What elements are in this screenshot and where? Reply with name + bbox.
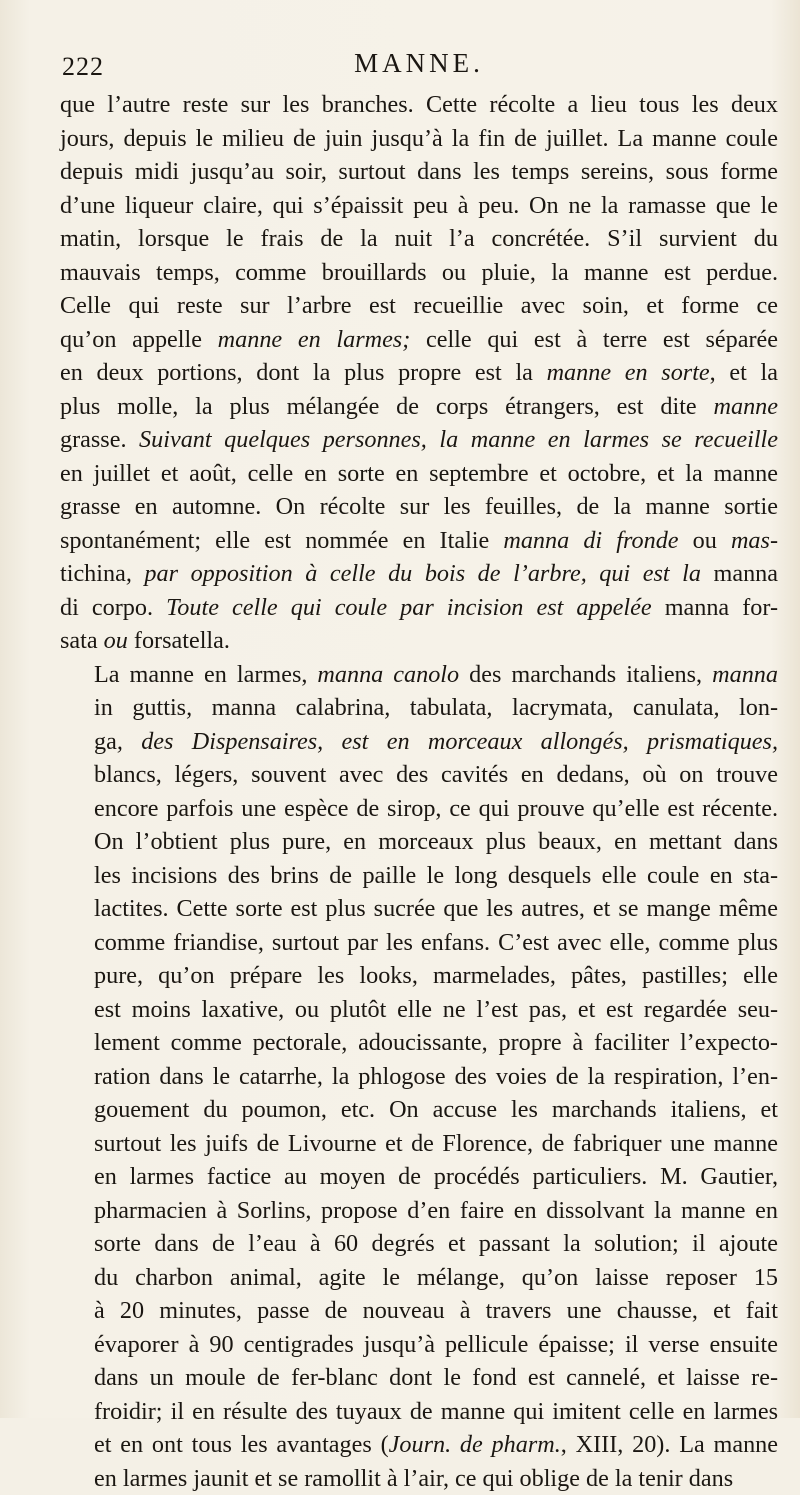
text-run: jours, depuis le milieu de juin jusqu’à la fin de juillet. La manne coule xyxy=(60,125,778,152)
text-line xyxy=(60,1160,778,1194)
text-line xyxy=(60,792,778,826)
text-run: manna calabrina xyxy=(212,694,385,721)
text-run: surtout les juifs de Livourne et de Florence, de fabriquer une manne xyxy=(94,1130,778,1157)
text-line xyxy=(60,1093,778,1127)
text-line xyxy=(60,557,778,591)
italic-term: manne xyxy=(714,393,778,420)
text-line xyxy=(60,1328,778,1362)
text-run: La manne en larmes, xyxy=(94,661,317,688)
italic-term: , par opposition à celle du bois de l’arbre, qui est la xyxy=(126,560,714,587)
paragraph-2 xyxy=(60,658,778,1495)
text-line xyxy=(60,155,778,189)
text-line xyxy=(60,1261,778,1295)
text-line xyxy=(60,624,778,658)
text-line xyxy=(60,1361,778,1395)
text-line xyxy=(60,859,778,893)
text-run: di corpo. xyxy=(60,594,153,621)
italic-term: , xyxy=(607,694,633,721)
text-run: ration dans le catarrhe, la phlogose des voies de la respiration, l’en- xyxy=(94,1063,778,1090)
text-line xyxy=(60,725,778,759)
italic-term: manna di fronde xyxy=(503,527,678,554)
text-run: comme friandise, surtout par les enfans. C’est avec elle, comme plus xyxy=(94,929,778,956)
italic-term: ou xyxy=(98,627,134,654)
text-run: grasse. xyxy=(60,426,127,453)
text-run: que l’autre reste sur les branches. Cette récolte a lieu tous les deux xyxy=(60,91,778,118)
text-line xyxy=(60,1060,778,1094)
text-line xyxy=(60,88,778,122)
text-run: les incisions des brins de paille le long desquels elle coule en sta- xyxy=(94,862,778,889)
paragraph-1 xyxy=(60,88,778,658)
text-run: , XIII, 20). La manne xyxy=(561,1431,778,1458)
text-run: Celle qui reste sur l’arbre est recueillie avec soin, et forme ce xyxy=(60,292,778,319)
text-line xyxy=(60,289,778,323)
text-run: spontanément; elle est nommée en Italie xyxy=(60,527,503,554)
text-line xyxy=(60,122,778,156)
text-run: ga xyxy=(94,728,117,755)
text-run: lacrymata xyxy=(512,694,607,721)
text-run: forsatella. xyxy=(134,627,230,654)
text-run: On l’obtient plus pure, en morceaux plus beaux, en mettant dans xyxy=(94,828,778,855)
text-run: tabulata xyxy=(410,694,487,721)
text-run: et en ont tous les avantages ( xyxy=(94,1431,389,1458)
text-run: lement comme pectorale, adoucissante, propre à faciliter l’expecto- xyxy=(94,1029,778,1056)
italic-term: Journ. de pharm. xyxy=(389,1431,561,1458)
text-run: ou xyxy=(679,527,731,554)
text-line xyxy=(60,423,778,457)
text-run: gouement du poumon, etc. On accuse les marchands italiens, et xyxy=(94,1096,778,1123)
text-run: dans un moule de fer-blanc dont le fond est cannelé, et laisse re- xyxy=(94,1364,778,1391)
page-number: 222 xyxy=(62,52,104,82)
italic-term: Suivant quelques personnes, la manne en larmes se recueille xyxy=(127,426,779,453)
running-title: MANNE. xyxy=(60,48,778,79)
text-run: tichina xyxy=(60,560,126,587)
text-line xyxy=(60,591,778,625)
italic-term: manna canolo xyxy=(317,661,459,688)
text-run: en larmes jaunit et se ramollit à l’air, ce qui oblige de la tenir dans xyxy=(94,1465,733,1492)
text-run: encore parfois une espèce de sirop, ce qui prouve qu’elle est récente. xyxy=(94,795,778,822)
text-run: froidir; il en résulte des tuyaux de manne qui imitent celle en larmes xyxy=(94,1398,778,1425)
text-run: du charbon animal, agite le mélange, qu’on laisse reposer 15 xyxy=(94,1264,778,1291)
text-run: pharmacien à Sorlins, propose d’en faire en dissolvant la manne en xyxy=(94,1197,778,1224)
italic-term: manna xyxy=(712,661,778,688)
italic-term: manne en larmes; xyxy=(218,326,411,353)
text-run: mauvais temps, comme brouillards ou pluie, la manne est perdue. xyxy=(60,259,778,286)
text-run: manna xyxy=(714,560,778,587)
text-line xyxy=(60,691,778,725)
text-line xyxy=(60,524,778,558)
body-text xyxy=(60,88,778,1495)
text-run: matin, lorsque le frais de la nuit l’a concrétée. S’il survient du xyxy=(60,225,778,252)
text-line xyxy=(60,758,778,792)
text-line xyxy=(60,457,778,491)
text-run: évaporer à 90 centigrades jusqu’à pellicule épaisse; il verse ensuite xyxy=(94,1331,778,1358)
text-run: en juillet et août, celle en sorte en septembre et octobre, et la manne xyxy=(60,460,778,487)
italic-term: mas- xyxy=(731,527,778,554)
text-line xyxy=(60,390,778,424)
text-line xyxy=(60,1428,778,1462)
text-line xyxy=(60,1462,778,1495)
text-line xyxy=(60,323,778,357)
text-run: sata xyxy=(60,627,98,654)
text-run: manna for- xyxy=(665,594,778,621)
italic-term: Toute celle qui coule par incision est appelée xyxy=(153,594,665,621)
italic-term: manne en sorte xyxy=(547,359,710,386)
text-line xyxy=(60,1294,778,1328)
text-run: blancs, légers, souvent avec des cavités en dedans, où on trouve xyxy=(94,761,778,788)
text-line xyxy=(60,1127,778,1161)
text-run: depuis midi jusqu’au soir, surtout dans les temps sereins, sous forme xyxy=(60,158,778,185)
text-line xyxy=(60,189,778,223)
text-run: canulata xyxy=(633,694,714,721)
text-run: d’une liqueur claire, qui s’épaissit peu à peu. On ne la ramasse que le xyxy=(60,192,778,219)
text-run: qu’on appelle xyxy=(60,326,218,353)
text-line xyxy=(60,1227,778,1261)
text-run: est moins laxative, ou plutôt elle ne l’est pas, et est regardée seu- xyxy=(94,996,778,1023)
italic-term: , xyxy=(713,694,739,721)
text-line xyxy=(60,892,778,926)
text-line xyxy=(60,1026,778,1060)
text-line xyxy=(60,356,778,390)
text-run: , et la xyxy=(710,359,778,386)
text-run: lon- xyxy=(739,694,778,721)
text-line xyxy=(60,1194,778,1228)
text-line xyxy=(60,993,778,1027)
text-line xyxy=(60,926,778,960)
text-line xyxy=(60,256,778,290)
italic-term: , xyxy=(186,694,212,721)
text-line xyxy=(60,959,778,993)
text-run: pure, qu’on prépare les looks, marmelades, pâtes, pastilles; elle xyxy=(94,962,778,989)
text-line xyxy=(60,658,778,692)
text-line xyxy=(60,825,778,859)
running-head xyxy=(60,48,778,88)
text-run: lactites. Cette sorte est plus sucrée que les autres, et se mange même xyxy=(94,895,778,922)
text-run: grasse en automne. On récolte sur les feuilles, de la manne sortie xyxy=(60,493,778,520)
text-line xyxy=(60,490,778,524)
text-run: sorte dans de l’eau à 60 degrés et passant la solution; il ajoute xyxy=(94,1230,778,1257)
text-run: plus molle, la plus mélangée de corps étrangers, est dite xyxy=(60,393,714,420)
italic-term: , xyxy=(384,694,410,721)
text-run: in guttis xyxy=(94,694,186,721)
text-line xyxy=(60,222,778,256)
italic-term: , des Dispensaires, est en morceaux allongés, prismatiques, xyxy=(117,728,778,755)
text-run: en deux portions, dont la plus propre est la xyxy=(60,359,547,386)
text-run: en larmes factice au moyen de procédés particuliers. M. Gautier, xyxy=(94,1163,778,1190)
text-run: celle qui est à terre est séparée xyxy=(410,326,778,353)
italic-term: , xyxy=(486,694,512,721)
text-run: à 20 minutes, passe de nouveau à travers une chausse, et fait xyxy=(94,1297,778,1324)
text-line xyxy=(60,1395,778,1429)
text-run: des marchands italiens, xyxy=(459,661,712,688)
